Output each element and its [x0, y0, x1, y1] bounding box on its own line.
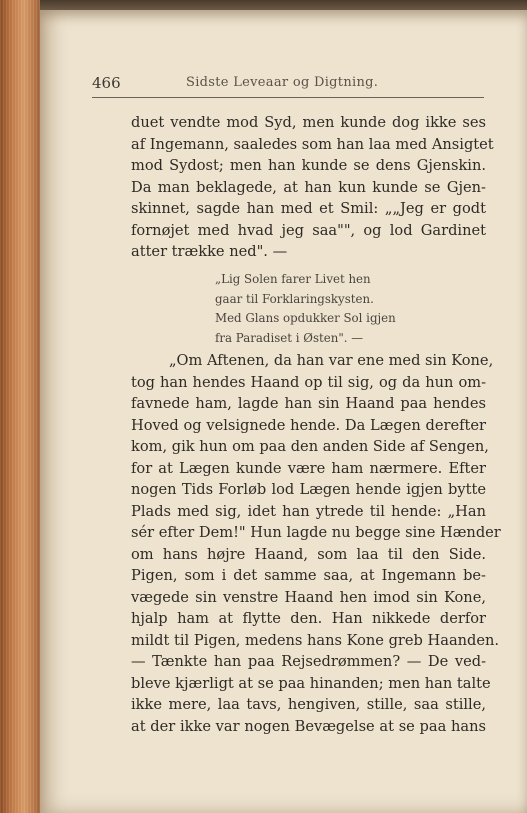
text-line: Hoved og velsignede hende. Da Lægen derefter	[131, 416, 486, 434]
text-line: af Ingemann, saaledes som han laa med Ansigtet	[131, 135, 494, 153]
running-title: Sidste Leveaar og Digtning.	[186, 75, 379, 90]
text-line: ikke mere, laa tavs, hengiven, stille, saa stille,	[131, 696, 486, 713]
text-line: kom, gik hun om paa den anden Side af Sengen,	[131, 438, 489, 455]
text-line: favnede ham, lagde han sin Haand paa hendes	[131, 395, 486, 412]
text-line: — Tænkte han paa Rejsedrømmen? — De ved-	[131, 653, 486, 670]
text-line: Plads med sig, idet han ytrede til hende: „Han	[131, 502, 486, 520]
text-line: „Om Aftenen, da han var ene med sin Kone,	[169, 352, 494, 369]
text-line: tog han hendes Haand op til sig, og da hun om-	[131, 373, 486, 391]
verse-line: Med Glans opdukker Sol igjen	[215, 311, 396, 326]
verse-line: gaar til Forklaringskysten.	[215, 291, 374, 306]
verse-line: fra Paradiset i Østen". —	[215, 330, 364, 345]
paragraph-1	[131, 112, 494, 263]
verse-line: „Lig Solen farer Livet hen	[215, 272, 371, 286]
text-line: mildt til Pigen, medens hans Kone greb Haanden.	[131, 631, 500, 649]
text-line: bleve kjærligt at se paa hinanden; men han talte	[131, 674, 491, 692]
book-spine-edge	[0, 0, 40, 813]
text-line: fornøjet med hvad jeg saa"", og lod Gardinet	[131, 221, 486, 239]
text-line: vægede sin venstre Haand hen imod sin Kone,	[131, 588, 486, 606]
text-line: om hans højre Haand, som laa til den Side.	[131, 545, 486, 563]
verse-quote	[215, 270, 415, 348]
text-line: nogen Tids Forløb lod Lægen hende igjen bytte	[131, 481, 486, 498]
text-line: atter trække ned". —	[131, 243, 288, 260]
text-line: skinnet, sagde han med et Smil: „„Jeg er godt	[131, 200, 486, 217]
text-line: Pigen, som i det samme saa, at Ingemann be-	[131, 567, 486, 584]
text-line: sér efter Dem!" Hun lagde nu begge sine Hænder	[131, 524, 501, 541]
text-line: mod Sydost; men han kunde se dens Gjenskin.	[131, 157, 486, 174]
page-number: 466	[92, 74, 121, 92]
page-header	[92, 73, 484, 98]
text-line: duet vendte mod Syd, men kunde dog ikke ses	[131, 114, 486, 131]
text-line: at der ikke var nogen Bevægelse at se paa hans	[131, 717, 486, 735]
text-line: Da man beklagede, at han kun kunde se Gjen-	[131, 178, 486, 196]
text-line: for at Lægen kunde være ham nærmere. Efter	[131, 459, 486, 477]
paragraph-2	[131, 350, 501, 737]
text-line: hjalp ham at flytte den. Han nikkede derfor	[131, 610, 486, 627]
